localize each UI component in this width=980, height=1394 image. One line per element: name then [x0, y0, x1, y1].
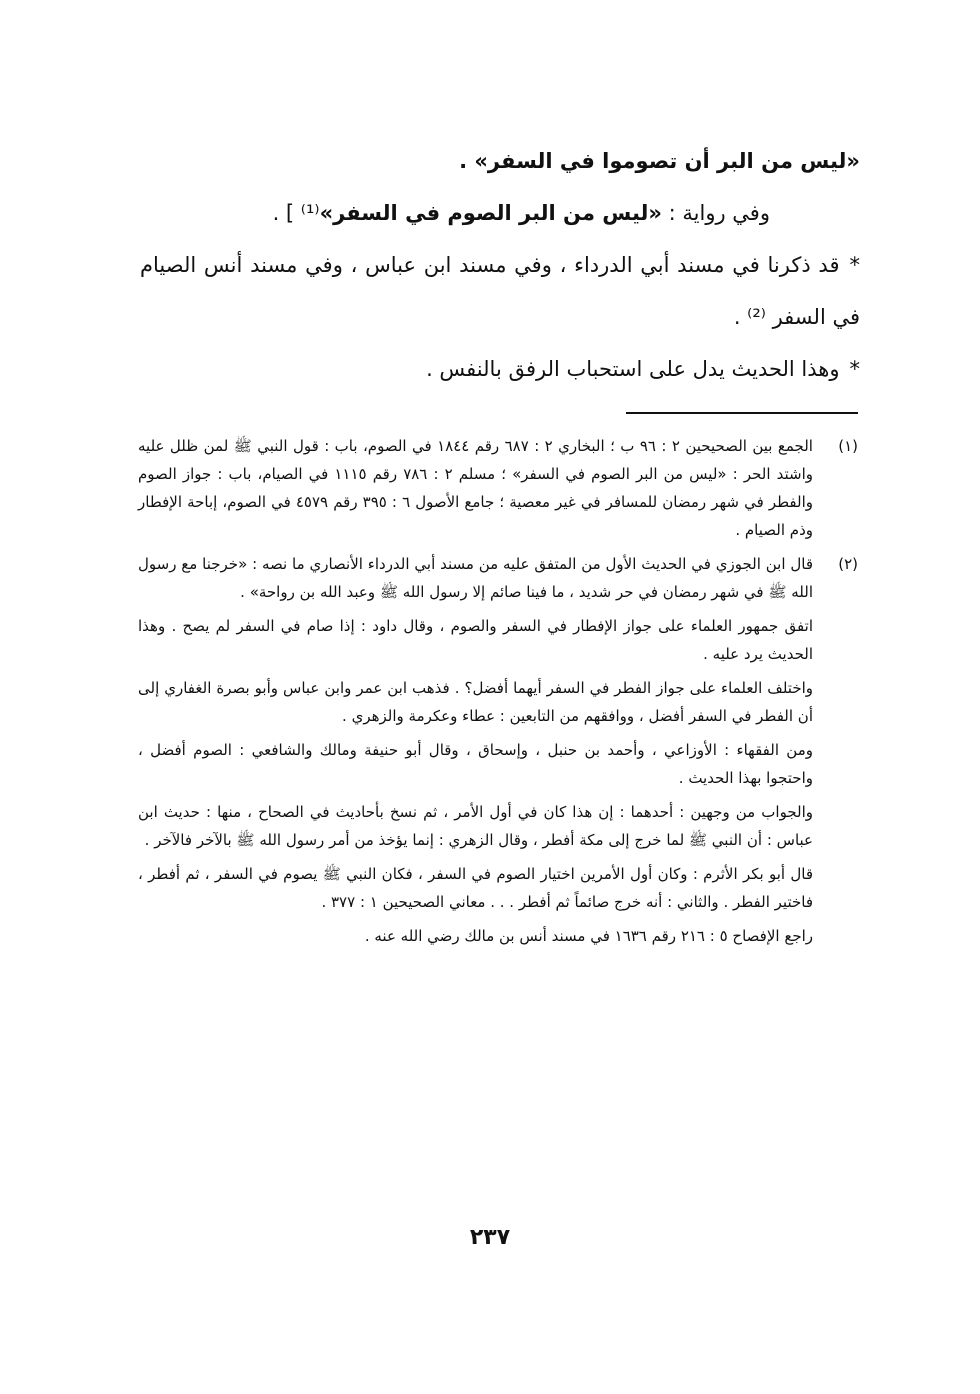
commentary-text-2: وهذا الحديث يدل على استحباب الرفق بالنفس . — [426, 357, 840, 381]
footnote-2 — [138, 550, 858, 956]
commentary-text-1: قد ذكرنا في مسند أبي الدرداء ، وفي مسند ابن عباس ، وفي مسند أنس الصيام في السفر ⁽²⁾ . — [140, 253, 860, 329]
footnote-body — [138, 550, 813, 956]
footnote-paragraph: ومن الفقهاء : الأوزاعي ، وأحمد بن حنبل ، وإسحاق ، وقال أبو حنيفة ومالك والشافعي : الصوم أفضل ، واحتجوا بهذا الحديث . — [138, 741, 813, 787]
footnote-paragraph: راجع الإفصاح ٥ : ٢١٦ رقم ١٦٣٦ في مسند أنس بن مالك رضي الله عنه . — [364, 927, 813, 945]
footnote-separator — [626, 412, 858, 414]
footnote-number: (١) — [838, 437, 858, 455]
footnote-paragraph: الجمع بين الصحيحين ٢ : ٩٦ ب ؛ البخاري ٢ : ٦٨٧ رقم ١٨٤٤ في الصوم، باب : قول النبي ﷺ لمن ظلل عليه واشتد الحر : «ليس من البر الصوم في السفر» ؛ مسلم ٢ : ٧٨٦ رقم ١١١٥ في الصيام، باب : جواز الصوم والفطر في شهر رمضان للمسافر في غير معصية ؛ جامع الأصول ٦ : ٣٩٥ رقم ٤٥٧٩ في الصوم، إباحة الإفطار وذم الصيام . — [138, 437, 813, 539]
footnote-paragraph: والجواب من وجهين : أحدهما : إن هذا كان في أول الأمر ، ثم نسخ بأحاديث في الصحاح ، منها : حديث ابن عباس : أن النبي ﷺ لما خرج إلى مكة أفطر ، وقال الزهري : إنما يؤخذ من أمر رسول الله ﷺ بالآخر فالآخر . — [138, 803, 813, 849]
footnote-body — [138, 432, 813, 550]
footnote-1 — [138, 432, 858, 550]
footnote-number: (٢) — [838, 555, 858, 573]
asterisk-icon: * — [849, 253, 860, 277]
commentary-paragraph-1 — [140, 239, 860, 343]
narration-quote: «ليس من البر الصوم في السفر» — [319, 201, 662, 225]
footnote-paragraph: واختلف العلماء على جواز الفطر في السفر أيهما أفضل؟ . فذهب ابن عمر وابن عباس وأبو بصرة الغفاري إلى أن الفطر في السفر أفضل ، ووافقهم من التابعين : عطاء وعكرمة والزهري . — [138, 679, 813, 725]
hadith-line: «ليس من البر أن تصوموا في السفر» . — [459, 149, 860, 173]
main-text — [140, 135, 860, 395]
narration-line — [140, 187, 860, 239]
page-number: ٢٣٧ — [469, 1225, 511, 1250]
footnotes — [138, 432, 858, 956]
narration-prefix: وفي رواية : — [661, 201, 770, 225]
narration-suffix: ⁽¹⁾ ] . — [272, 201, 320, 225]
footnote-paragraph: قال ابن الجوزي في الحديث الأول من المتفق عليه من مسند أبي الدرداء الأنصاري ما نصه : «خرجنا مع رسول الله ﷺ في شهر رمضان في حر شديد ، ما فينا صائم إلا رسول الله ﷺ وعبد الله بن رواحة» . — [138, 555, 813, 601]
commentary-paragraph-2 — [140, 343, 860, 395]
footnote-paragraph: قال أبو بكر الأثرم : وكان أول الأمرين اختيار الصوم في السفر ، فكان النبي ﷺ يصوم في السفر ، ثم أفطر ، فاختير الفطر . والثاني : أنه خرج صائماً ثم أفطر . . . معاني الصحيحين ١ : ٣٧٧ . — [138, 865, 813, 911]
footnote-paragraph: اتفق جمهور العلماء على جواز الإفطار في السفر والصوم ، وقال داود : إذا صام في السفر لم يصح . وهذا الحديث يرد عليه . — [138, 617, 813, 663]
asterisk-icon: * — [849, 357, 860, 381]
